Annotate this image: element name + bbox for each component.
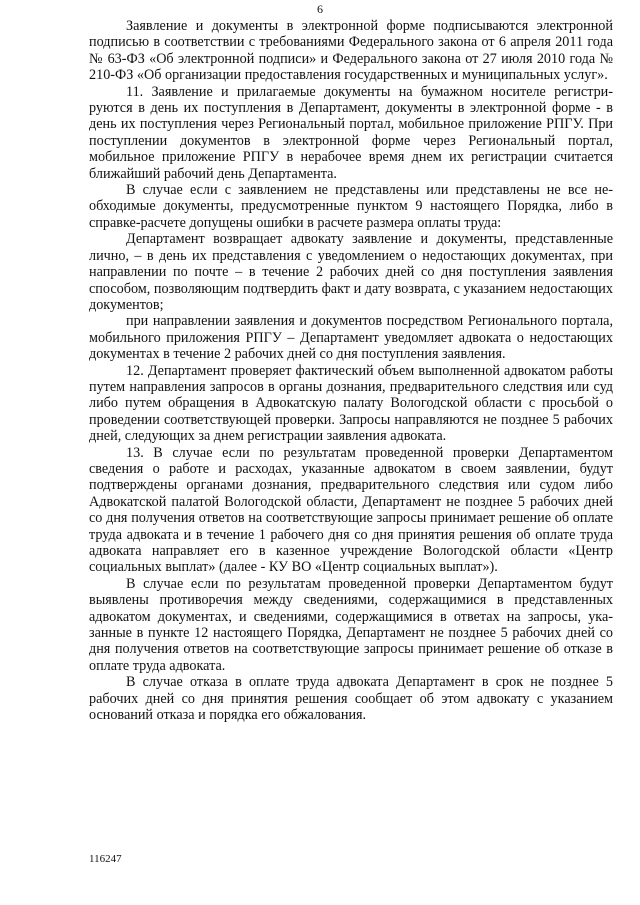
document-id: 116247 xyxy=(89,853,122,865)
paragraph-13-payment-decision: 13. В случае если по результатам проведенной проверки Департаментом сведения о работе и расходах, указанные адвокатом в своем заявлении, будут подтверждены органами дознания, предварительного следствия или судом либо Адвокатской палатой Вологодской области, Департамент не позднее 5 рабочих дней со дня получения ответов на соответствующие запросы принимает решение об оплате труда адвоката и в течение 1 рабочего дня со дня принятия решения об оплате труда адвоката направляет его в казенное учреждение Вологодской области «Центр социальных выплат» (далее - КУ ВО «Центр социальных выплат»). xyxy=(89,444,613,576)
paragraph-11-registration: 11. Заявление и прилагаемые документы на бумажном носителе регистрируются в день их поступления в Департамент, документы в электронной форме - в день их поступления через Региональный портал, мобильное приложение РПГУ. При поступлении документов в электронной форме через Региональный портал, мобильное приложение РПГУ в нерабочее время днем их регистрации считается ближайший рабочий день Департамента. xyxy=(89,83,613,182)
paragraph-contradictions: В случае если по результатам проведенной проверки Департаментом будут выявлены противоречия между сведениями, содержащимися в представленных адвокатом документах, и сведениями, содержащимися в ответах на запросы, указанные в пункте 12 настоящего Порядка, Департамент не позднее 5 рабочих дней со дня получения ответов на соответствующие запросы принимает решение об отказе в оплате труда адвоката. xyxy=(89,575,613,674)
paragraph-12-verification: 12. Департамент проверяет фактический объем выполненной адвокатом работы путем направления запросов в органы дознания, предварительного следствия или суд либо путем обращения в Адвокатскую палату Вологодской области с просьбой о проведении соответствующей проверки. Запросы направляются не позднее 5 рабочих дней, следующих за днем регистрации заявления адвоката. xyxy=(89,362,613,445)
paragraph-return-documents: Департамент возвращает адвокату заявление и документы, представленные лично, – в день их представления с уведомлением о недостающих документах, при направлении по почте – в течение 2 рабочих дней со дня поступления заявления способом, позволяющим подтвердить факт и дату возврата, с указанием недостающих документов; xyxy=(89,231,613,313)
paragraph-electronic-signature: Заявление и документы в электронной форме подписываются электронной подписью в соответствии с требованиями Федерального закона от 6 апреля 2011 года № 63-ФЗ «Об электронной подписи» и Федерального закона от 27 июля 2010 года № 210-ФЗ «Об организации предоставления государственных и муниципальных услуг». xyxy=(89,18,613,84)
document-body xyxy=(89,18,613,723)
page-number: 6 xyxy=(317,2,323,16)
paragraph-refusal-notice: В случае отказа в оплате труда адвоката Департамент в срок не позднее 5 рабочих дней со дня принятия решения сообщает об этом адвокату с указанием оснований отказа и порядка его обжалования. xyxy=(89,674,613,724)
paragraph-missing-documents: В случае если с заявлением не представлены или представлены не все необходимые документы, предусмотренные пунктом 9 настоящего Порядка, либо в справке-расчете допущены ошибки в расчете размера оплаты труда: xyxy=(89,182,613,231)
paragraph-portal-notification: при направлении заявления и документов посредством Регионального портала, мобильного приложения РПГУ – Департамент уведомляет адвоката о недостающих документах в течение 2 рабочих дней со дня поступления заявления. xyxy=(89,313,613,363)
